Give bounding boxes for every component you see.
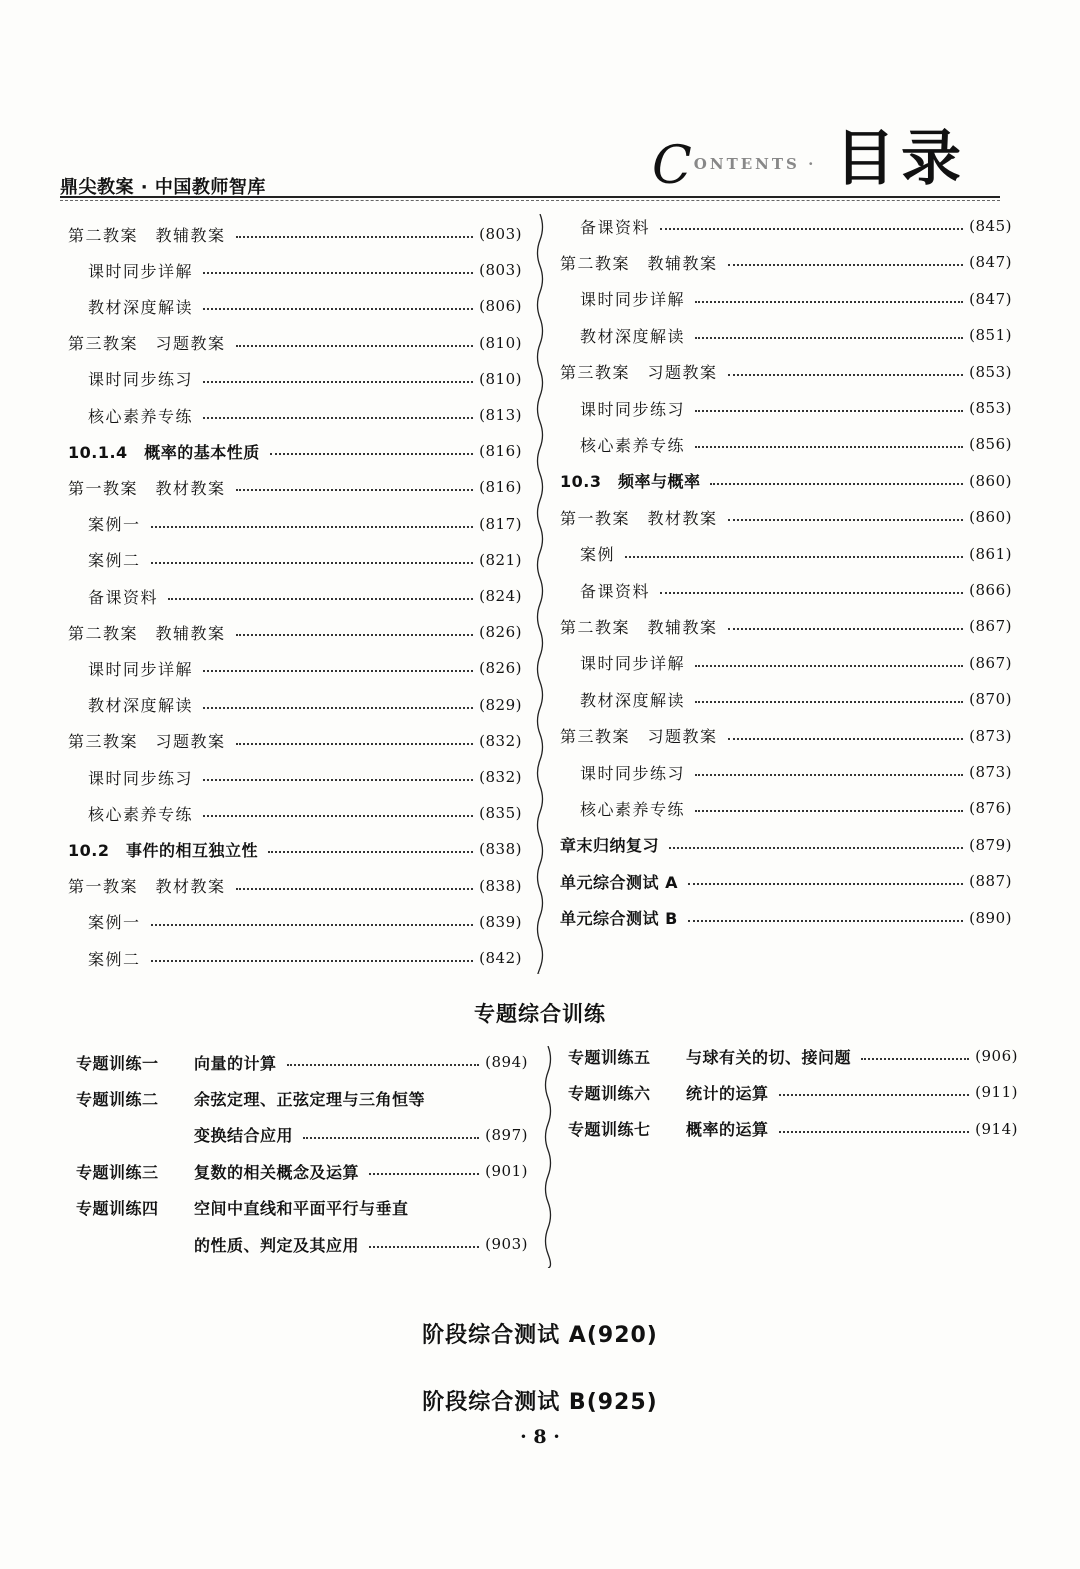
leader-dots — [203, 417, 473, 419]
toc-entry-title: 核心素养专练 — [580, 435, 686, 455]
toc-entry-page: (816) — [479, 478, 522, 497]
special-entry-page: (894) — [485, 1053, 528, 1071]
toc-entry — [68, 363, 522, 395]
toc-entry-title: 10.3 频率与概率 — [560, 472, 701, 492]
special-entry — [76, 1046, 528, 1078]
special-entry — [76, 1192, 528, 1224]
toc-entry-title: 核心素养专练 — [88, 804, 194, 824]
toc-entry-title: 第二教案 教辅教案 — [560, 253, 718, 273]
special-entry-text — [76, 1160, 363, 1183]
special-entry-page: (911) — [975, 1083, 1018, 1102]
toc-entry — [560, 574, 1012, 606]
toc-entry-title: 核心素养专练 — [88, 406, 194, 426]
toc-entry-page: (856) — [969, 435, 1012, 454]
leader-dots — [688, 883, 963, 885]
leader-dots — [151, 526, 474, 528]
toc-entry-page: (860) — [969, 508, 1012, 527]
leader-dots — [268, 851, 473, 853]
leader-dots — [303, 1137, 479, 1139]
toc-entry — [68, 870, 522, 902]
leader-dots — [369, 1246, 479, 1248]
leader-dots — [688, 920, 963, 922]
toc-entry — [68, 942, 522, 974]
toc-entry-title: 备课资料 — [580, 581, 651, 601]
toc-entry — [68, 580, 522, 612]
leader-dots — [695, 701, 963, 703]
leader-dots — [695, 337, 963, 339]
toc-entry-title: 第一教案 教材教案 — [560, 508, 718, 528]
leader-dots — [236, 489, 474, 491]
toc-entry-page: (806) — [479, 297, 522, 316]
toc-entry-title: 第三教案 习题教案 — [560, 727, 718, 747]
toc-entry — [68, 906, 522, 938]
toc-entry — [68, 833, 522, 865]
leader-dots — [151, 960, 474, 962]
toc-entry-title: 章末归纳复习 — [560, 836, 660, 856]
toc-entry — [560, 356, 1012, 388]
leader-dots — [203, 381, 473, 383]
leader-dots — [779, 1131, 970, 1133]
special-entry-page: (901) — [485, 1162, 528, 1181]
toc-right-column — [560, 210, 1012, 950]
special-entry — [568, 1040, 1018, 1072]
toc-entry-title: 课时同步练习 — [580, 763, 686, 783]
toc-entry-title: 案例 — [580, 545, 616, 565]
toc-entry-page: (803) — [479, 225, 522, 243]
toc-entry-title: 单元综合测试 A — [560, 872, 678, 892]
toc-entry-page: (816) — [479, 442, 522, 461]
toc-entry-title: 案例一 — [88, 913, 141, 933]
toc-entry-title: 10.2 事件的相互独立性 — [68, 840, 258, 860]
toc-entry — [68, 652, 522, 684]
toc-entry-title: 第一教案 教材教案 — [68, 877, 226, 897]
leader-dots — [728, 374, 964, 376]
toc-entry — [560, 538, 1012, 570]
toc-entry-page: (826) — [479, 623, 522, 642]
special-right-column — [568, 1040, 1018, 1160]
special-entry-title: 余弦定理、正弦定理与三角恒等 — [194, 1089, 426, 1109]
toc-entry — [68, 435, 522, 467]
special-entry — [76, 1082, 528, 1114]
toc-entry-page: (879) — [969, 835, 1012, 854]
leader-dots — [625, 556, 963, 558]
special-entry-page: (903) — [485, 1235, 528, 1253]
toc-entry-page: (876) — [969, 799, 1012, 818]
toc-entry-title: 第二教案 教辅教案 — [68, 623, 226, 643]
toc-entry — [68, 290, 522, 322]
contents-word: ONTENTS · — [693, 155, 817, 173]
toc-entry — [560, 610, 1012, 642]
toc-entry — [68, 689, 522, 721]
toc-entry-title: 10.1.4 概率的基本性质 — [68, 442, 260, 462]
toc-entry-page: (853) — [969, 362, 1012, 381]
toc-entry-title: 案例二 — [88, 949, 141, 969]
toc-entry-title: 第三教案 习题教案 — [560, 363, 718, 383]
special-entry-title: 复数的相关概念及运算 — [194, 1162, 360, 1182]
toc-entry-title: 第三教案 习题教案 — [68, 732, 226, 752]
toc-entry-page: (887) — [969, 872, 1012, 891]
leader-dots — [168, 598, 473, 600]
toc-entry — [560, 902, 1012, 934]
toc-entry — [560, 210, 1012, 242]
toc-entry-page: (810) — [479, 333, 522, 352]
contents-initial: C — [652, 136, 692, 196]
toc-entry — [68, 218, 522, 250]
toc-entry — [68, 399, 522, 431]
toc-entry — [68, 725, 522, 757]
toc-entry-page: (861) — [969, 544, 1012, 563]
toc-entry — [560, 647, 1012, 679]
toc-entry-title: 教材深度解读 — [88, 297, 194, 317]
leader-dots — [236, 345, 474, 347]
leader-dots — [695, 665, 963, 667]
toc-entry — [68, 471, 522, 503]
leader-dots — [236, 888, 474, 890]
special-entry-text — [76, 1123, 297, 1146]
toc-entry-title: 案例二 — [88, 551, 141, 571]
leader-dots — [779, 1094, 970, 1096]
header-rule — [60, 196, 1000, 198]
leader-dots — [203, 815, 473, 817]
toc-entry-page: (860) — [969, 471, 1012, 490]
toc-entry-page: (839) — [479, 912, 522, 931]
special-entry-label: 专题训练五 — [568, 1047, 651, 1067]
toc-entry-title: 课时同步练习 — [88, 768, 194, 788]
toc-entry — [560, 319, 1012, 351]
leader-dots — [369, 1173, 479, 1175]
toc-entry — [560, 865, 1012, 897]
leader-dots — [203, 670, 473, 672]
special-section-title: 专题综合训练 — [474, 1002, 606, 1026]
special-entry-title: 与球有关的切、接问题 — [686, 1047, 852, 1067]
special-entry-title: 变换结合应用 — [194, 1126, 294, 1146]
toc-entry-title: 备课资料 — [88, 587, 159, 607]
toc-entry — [560, 246, 1012, 278]
toc-entry-page: (829) — [479, 695, 522, 714]
toc-entry-title: 第二教案 教辅教案 — [560, 617, 718, 637]
leader-dots — [236, 743, 474, 745]
toc-entry-page: (835) — [479, 804, 522, 823]
special-entry-label: 专题训练七 — [568, 1120, 651, 1140]
toc-entry-title: 第一教案 教材教案 — [68, 478, 226, 498]
special-entry-title: 向量的计算 — [194, 1053, 277, 1073]
special-entry-text — [568, 1045, 855, 1068]
leader-dots — [728, 628, 964, 630]
toc-left-column — [68, 218, 522, 978]
toc-entry-page: (851) — [969, 326, 1012, 345]
leader-dots — [728, 519, 964, 521]
leader-dots — [710, 483, 963, 485]
special-entry — [76, 1155, 528, 1187]
column-divider — [533, 214, 547, 974]
toc-entry-page: (853) — [969, 399, 1012, 417]
page-number: · 8 · — [520, 1426, 560, 1448]
toc-entry — [68, 254, 522, 286]
toc-entry-title: 第二教案 教辅教案 — [68, 225, 226, 245]
toc-entry-page: (824) — [479, 587, 522, 605]
toc-entry — [560, 283, 1012, 315]
leader-dots — [861, 1058, 969, 1060]
toc-entry — [560, 756, 1012, 788]
toc-entry-page: (826) — [479, 659, 522, 678]
toc-entry-title: 案例一 — [88, 515, 141, 535]
toc-entry — [68, 797, 522, 829]
leader-dots — [695, 810, 963, 812]
toc-entry-title: 课时同步练习 — [580, 399, 686, 419]
page-header — [60, 118, 1000, 198]
special-entry-page: (914) — [975, 1119, 1018, 1138]
leader-dots — [695, 774, 963, 776]
stage-test-b: 阶段综合测试 B(925) — [422, 1390, 658, 1415]
toc-entry-title: 教材深度解读 — [580, 690, 686, 710]
special-entry-label: 专题训练三 — [76, 1162, 159, 1182]
toc-entry-title: 教材深度解读 — [580, 326, 686, 346]
toc-entry — [560, 501, 1012, 533]
toc-entry-page: (838) — [479, 876, 522, 895]
toc-entry-page: (803) — [479, 261, 522, 280]
toc-entry — [560, 829, 1012, 861]
leader-dots — [728, 738, 964, 740]
leader-dots — [695, 301, 963, 303]
special-entry-label: 专题训练二 — [76, 1089, 159, 1109]
special-entry-page: (897) — [485, 1125, 528, 1144]
leader-dots — [270, 453, 473, 455]
toc-entry — [560, 792, 1012, 824]
toc-entry — [68, 508, 522, 540]
toc-entry-page: (832) — [479, 731, 522, 750]
toc-entry — [68, 544, 522, 576]
leader-dots — [203, 707, 473, 709]
leader-dots — [151, 924, 474, 926]
toc-entry-page: (813) — [479, 406, 522, 424]
leader-dots — [695, 410, 963, 412]
contents-logo — [652, 136, 817, 196]
leader-dots — [151, 562, 474, 564]
special-entry-label: 专题训练六 — [568, 1083, 651, 1103]
toc-entry-page: (890) — [969, 908, 1012, 927]
toc-entry — [68, 761, 522, 793]
toc-entry-page: (847) — [969, 289, 1012, 308]
toc-entry — [560, 428, 1012, 460]
leader-dots — [203, 779, 473, 781]
special-entry-text — [76, 1087, 429, 1110]
special-entry-text — [76, 1051, 281, 1074]
toc-entry-title: 课时同步详解 — [88, 659, 194, 679]
toc-entry-page: (842) — [479, 949, 522, 967]
leader-dots — [660, 228, 963, 230]
publisher-name: 鼎尖教案 · 中国教师智库 — [60, 177, 266, 198]
stage-test-a: 阶段综合测试 A(920) — [422, 1323, 658, 1348]
special-entry — [568, 1113, 1018, 1145]
leader-dots — [660, 592, 963, 594]
leader-dots — [236, 634, 474, 636]
toc-entry-page: (845) — [969, 217, 1012, 235]
toc-entry-title: 核心素养专练 — [580, 799, 686, 819]
toc-entry-page: (847) — [969, 253, 1012, 272]
page-title: 目录 — [835, 124, 967, 194]
toc-entry-page: (832) — [479, 768, 522, 786]
leader-dots — [203, 308, 473, 310]
toc-entry-page: (817) — [479, 514, 522, 533]
special-entry-text — [568, 1117, 773, 1140]
special-entry-title: 统计的运算 — [686, 1083, 769, 1103]
special-entry-title: 空间中直线和平面平行与垂直 — [194, 1199, 409, 1219]
special-entry-text — [568, 1081, 773, 1104]
toc-entry — [560, 465, 1012, 497]
toc-entry — [68, 616, 522, 648]
toc-entry-page: (870) — [969, 690, 1012, 709]
special-left-column — [76, 1046, 528, 1266]
special-entry-text — [76, 1196, 413, 1219]
header-rule-dashed — [60, 200, 1000, 201]
leader-dots — [203, 272, 473, 274]
toc-entry-page: (866) — [969, 581, 1012, 599]
toc-entry-page: (821) — [479, 550, 522, 569]
special-entry-text — [76, 1233, 363, 1256]
toc-entry-page: (873) — [969, 726, 1012, 745]
special-entry — [76, 1228, 528, 1260]
toc-entry-page: (838) — [479, 840, 522, 859]
toc-entry-title: 单元综合测试 B — [560, 909, 678, 929]
special-entry-label: 专题训练四 — [76, 1199, 159, 1219]
toc-entry-title: 课时同步详解 — [88, 261, 194, 281]
leader-dots — [669, 847, 963, 849]
toc-entry-title: 课时同步详解 — [580, 290, 686, 310]
special-entry — [76, 1119, 528, 1151]
special-column-divider — [541, 1046, 555, 1268]
leader-dots — [287, 1064, 480, 1066]
leader-dots — [728, 264, 964, 266]
special-entry — [568, 1076, 1018, 1108]
toc-entry-title: 第三教案 习题教案 — [68, 334, 226, 354]
leader-dots — [695, 446, 963, 448]
toc-entry — [560, 720, 1012, 752]
toc-entry — [68, 327, 522, 359]
leader-dots — [236, 236, 474, 238]
special-entry-title: 的性质、判定及其应用 — [194, 1235, 360, 1255]
toc-entry-page: (873) — [969, 763, 1012, 781]
toc-entry-title: 教材深度解读 — [88, 696, 194, 716]
toc-entry-page: (867) — [969, 653, 1012, 672]
toc-entry-title: 课时同步详解 — [580, 654, 686, 674]
toc-entry-page: (810) — [479, 369, 522, 388]
special-entry-title: 概率的运算 — [686, 1120, 769, 1140]
toc-entry — [560, 683, 1012, 715]
toc-entry-title: 备课资料 — [580, 217, 651, 237]
toc-entry-page: (867) — [969, 617, 1012, 636]
toc-entry-title: 课时同步练习 — [88, 370, 194, 390]
toc-entry — [560, 392, 1012, 424]
special-entry-label: 专题训练一 — [76, 1053, 159, 1073]
special-entry-page: (906) — [975, 1047, 1018, 1065]
